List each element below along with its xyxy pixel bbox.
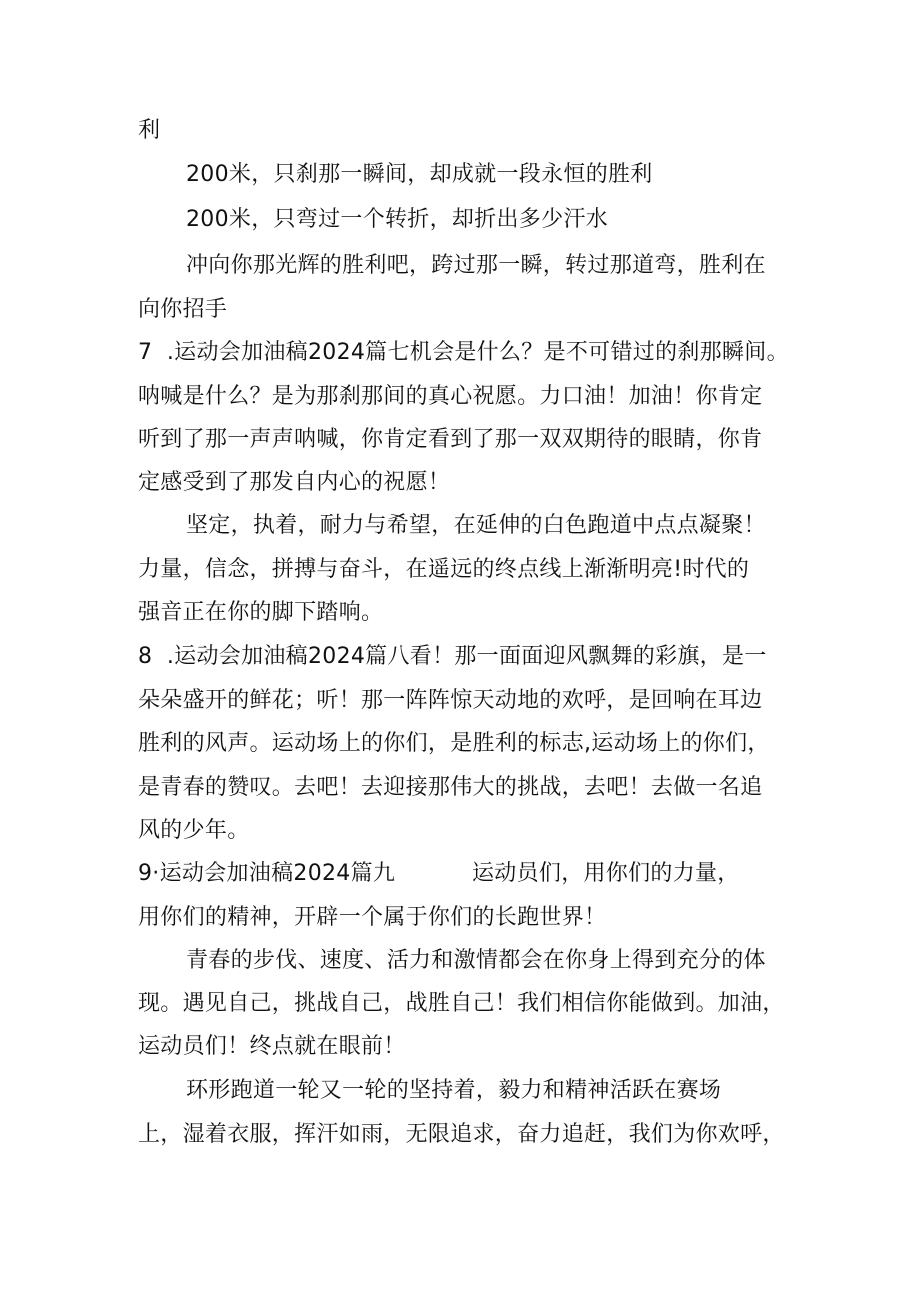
text-line: 向你招手: [138, 297, 228, 322]
text-line: 呐喊是什么？是为那刹那间的真心祝愿。力口油！加油！你肯定: [138, 384, 763, 409]
text-line: 胜利的风声。运动场上的你们，是胜利的标志,运动场上的你们，: [138, 731, 770, 756]
text-line: 上，湿着衣服，挥汗如雨，无限追求，奋力追赶，我们为你欢呼，: [138, 1122, 785, 1147]
text-line: 听到了那一声声呐喊，你肯定看到了那一双双期待的眼睛，你肯: [138, 427, 763, 452]
section-heading-7: 7 .运动会加油稿2024篇七机会是什么？是不可错过的刹那瞬间。: [138, 340, 789, 365]
text-line: 200米，只弯过一个转折，却折出多少汗水: [186, 207, 608, 232]
text-line: 利: [138, 118, 161, 143]
text-line: 200米，只刹那一瞬间，却成就一段永恒的胜利: [186, 162, 653, 187]
text-line: 运动员们！终点就在眼前！: [138, 1034, 406, 1059]
section-heading-8: 8 .运动会加油稿2024篇八看！那一面面迎风飘舞的彩旗，是一: [138, 644, 767, 669]
text-line: 青春的步伐、速度、活力和激情都会在你身上得到充分的体: [186, 948, 766, 973]
section-heading-9: 9·运动会加油稿2024篇九: [138, 861, 396, 886]
text-line: 风的少年。: [138, 818, 250, 843]
text-line: 环形跑道一轮又一轮的坚持着，毅力和精神活跃在赛场: [186, 1078, 722, 1103]
text-line: 运动员们，用你们的力量，: [472, 861, 740, 886]
text-line: 强音正在你的脚下踏响。: [138, 600, 384, 625]
text-line: 用你们的精神，开辟一个属于你们的长跑世界！: [138, 905, 607, 930]
text-line: 坚定，执着，耐力与希望，在延伸的白色跑道中点点凝聚！: [186, 513, 766, 538]
text-line: 是青春的赞叹。去吧！去迎接那伟大的挑战，去吧！去做一名追: [138, 775, 763, 800]
text-line: 冲向你那光辉的胜利吧，跨过那一瞬，转过那道弯，胜利在: [186, 253, 766, 278]
text-line: 朵朵盛开的鲜花；听！那一阵阵惊天动地的欢呼，是回响在耳边: [138, 688, 763, 713]
text-line: 现。遇见自己，挑战自己，战胜自己！我们相信你能做到。加油，: [138, 991, 785, 1016]
text-line: 定感受到了那发自内心的祝愿！: [138, 470, 451, 495]
text-line: 力量，信念，拼搏与奋斗，在遥远的终点线上渐渐明亮!时代的: [138, 557, 750, 582]
